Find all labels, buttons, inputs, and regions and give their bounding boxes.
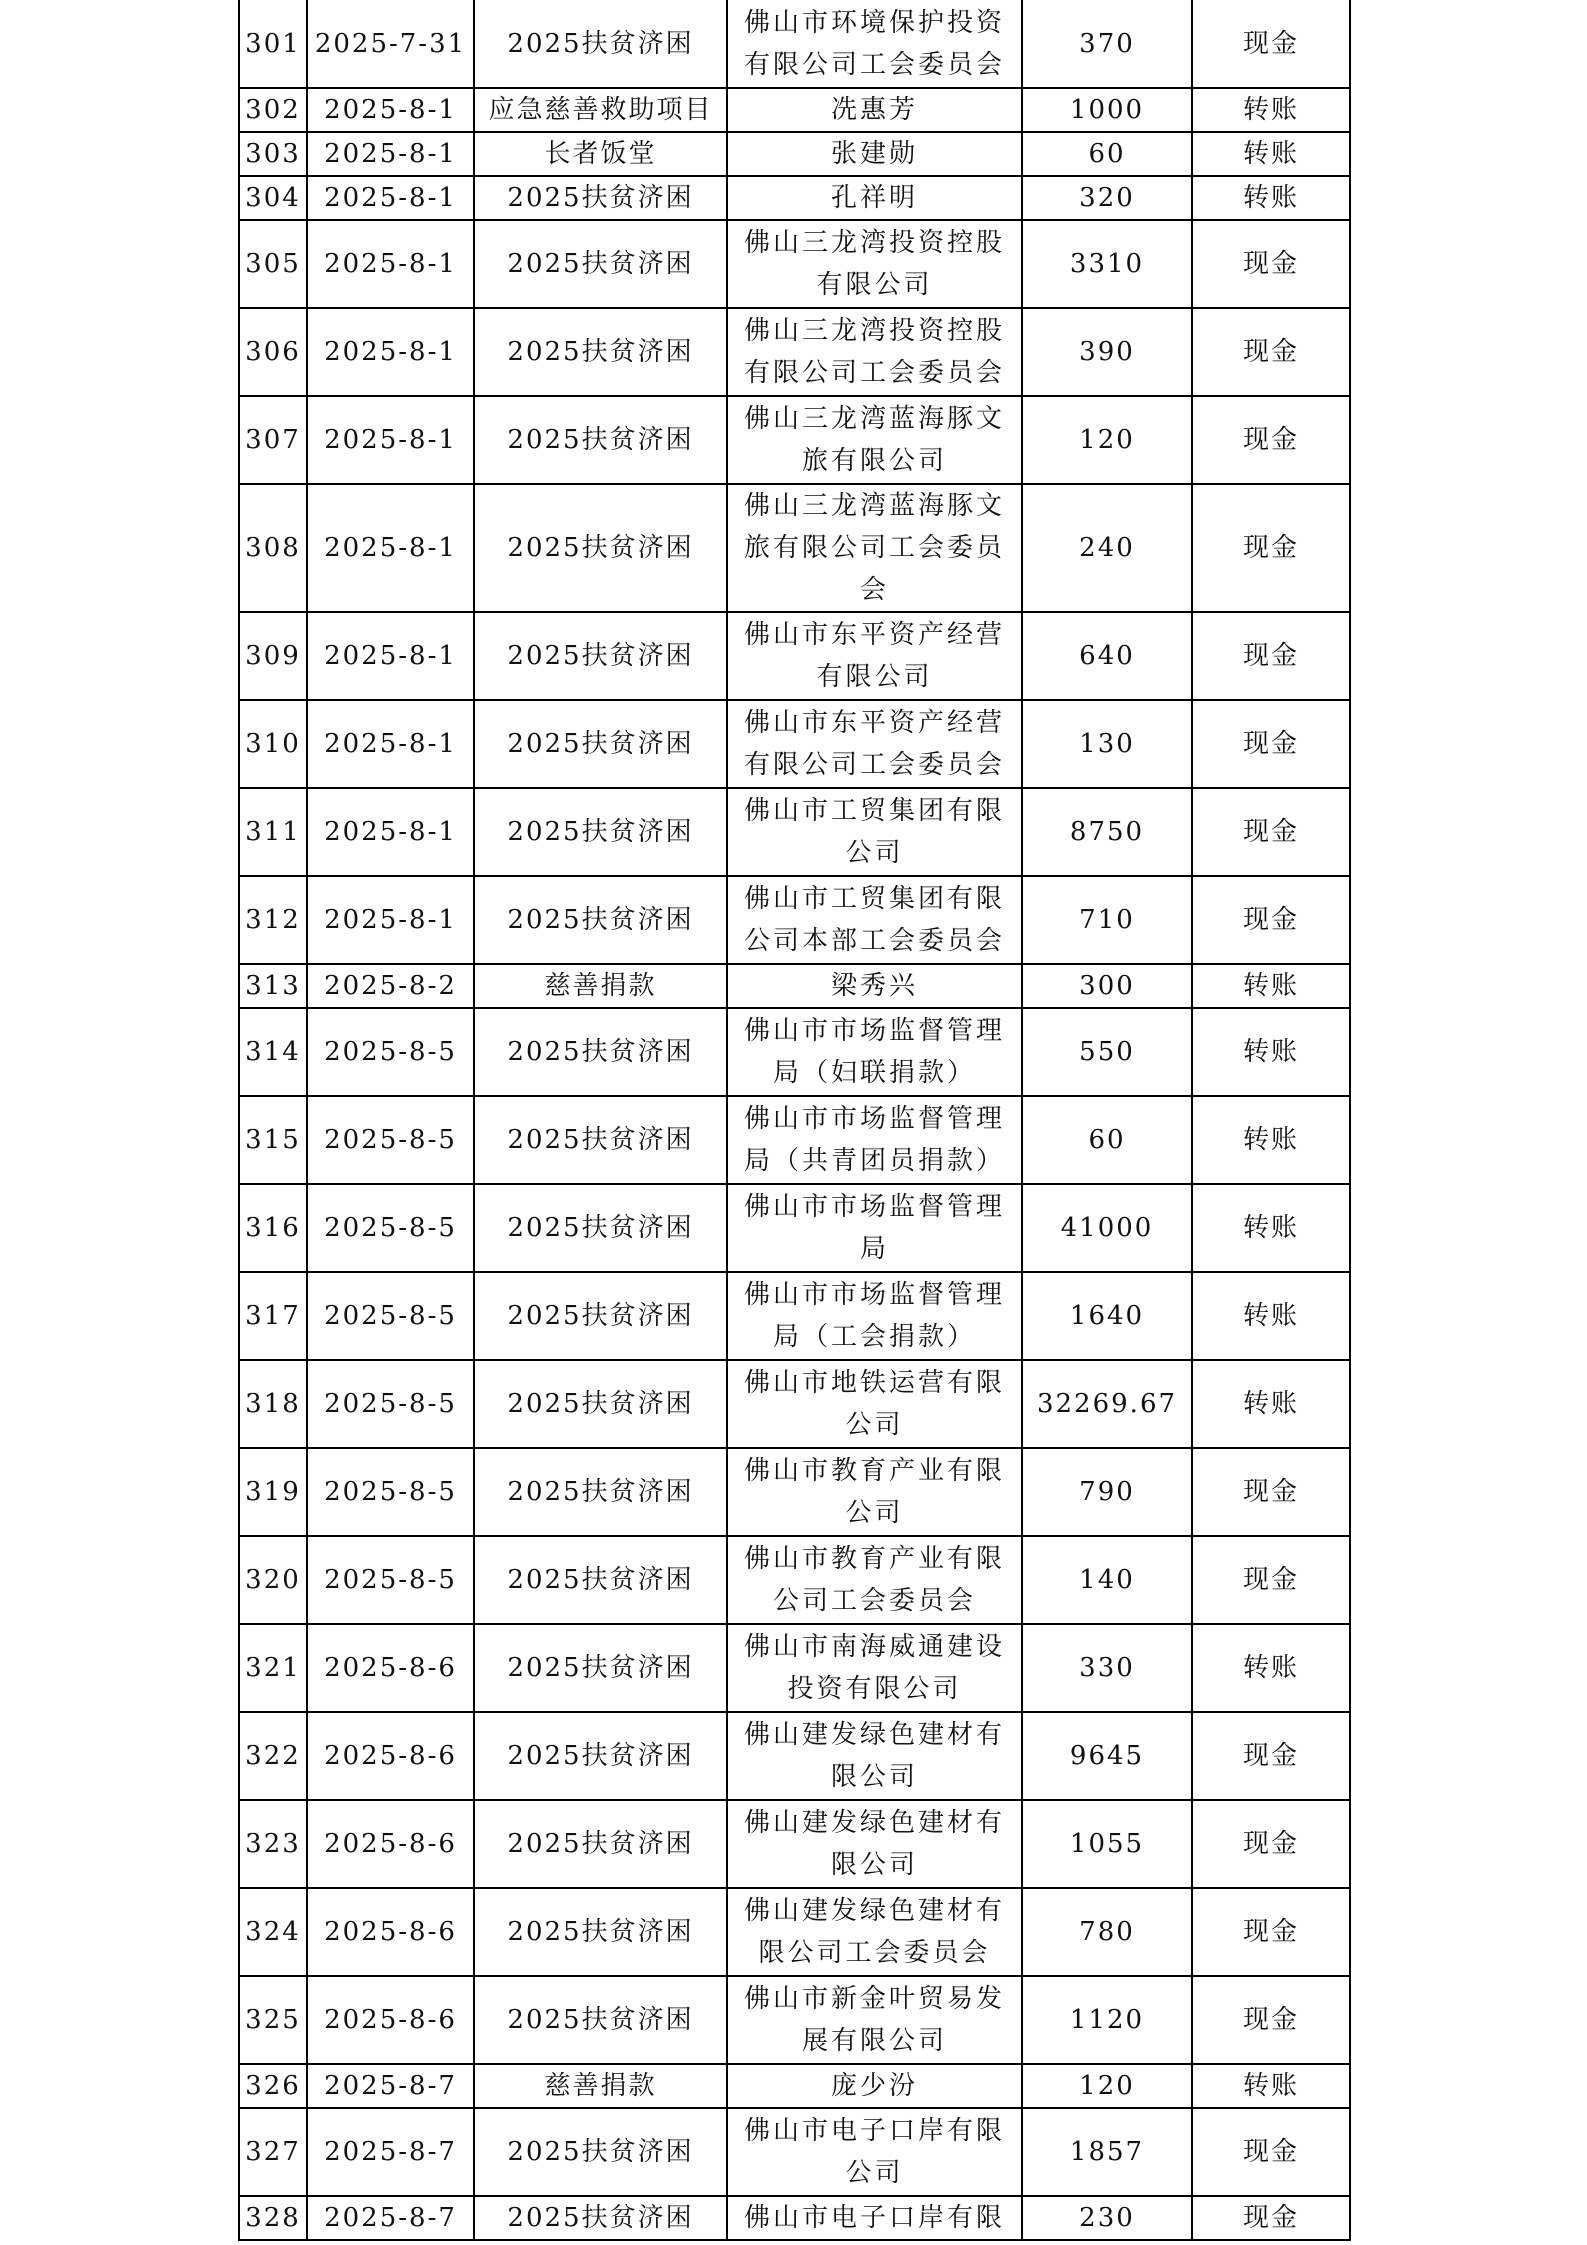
payment-method: 现金 <box>1192 1536 1350 1624</box>
donation-amount: 240 <box>1022 484 1192 612</box>
donor-name: 佛山市环境保护投资有限公司工会委员会 <box>727 0 1022 88</box>
payment-method: 现金 <box>1192 1888 1350 1976</box>
row-number: 321 <box>239 1624 307 1712</box>
donation-date: 2025-8-1 <box>307 788 474 876</box>
donation-amount: 1000 <box>1022 88 1192 132</box>
donation-table-body <box>239 0 1350 2240</box>
row-number: 324 <box>239 1888 307 1976</box>
row-number: 328 <box>239 2196 307 2240</box>
payment-method: 现金 <box>1192 788 1350 876</box>
project-name: 2025扶贫济困 <box>474 1800 727 1888</box>
row-number: 306 <box>239 308 307 396</box>
donation-amount: 9645 <box>1022 1712 1192 1800</box>
donor-name: 佛山市新金叶贸易发展有限公司 <box>727 1976 1022 2064</box>
donation-date: 2025-8-7 <box>307 2064 474 2108</box>
row-number: 325 <box>239 1976 307 2064</box>
donation-amount: 41000 <box>1022 1184 1192 1272</box>
payment-method: 转账 <box>1192 88 1350 132</box>
row-number: 314 <box>239 1008 307 1096</box>
row-number: 310 <box>239 700 307 788</box>
payment-method: 现金 <box>1192 1800 1350 1888</box>
payment-method: 现金 <box>1192 612 1350 700</box>
payment-method: 转账 <box>1192 132 1350 176</box>
payment-method: 转账 <box>1192 2064 1350 2108</box>
donation-date: 2025-8-1 <box>307 132 474 176</box>
row-number: 326 <box>239 2064 307 2108</box>
donation-date: 2025-8-1 <box>307 484 474 612</box>
donation-date: 2025-8-5 <box>307 1448 474 1536</box>
table-row <box>239 176 1350 220</box>
donation-date: 2025-8-5 <box>307 1008 474 1096</box>
payment-method: 现金 <box>1192 308 1350 396</box>
row-number: 319 <box>239 1448 307 1536</box>
project-name: 2025扶贫济困 <box>474 1448 727 1536</box>
payment-method: 现金 <box>1192 2196 1350 2240</box>
project-name: 2025扶贫济困 <box>474 700 727 788</box>
project-name: 2025扶贫济困 <box>474 1536 727 1624</box>
project-name: 2025扶贫济困 <box>474 1712 727 1800</box>
donor-name: 佛山市电子口岸有限公司 <box>727 2108 1022 2196</box>
project-name: 2025扶贫济困 <box>474 1008 727 1096</box>
donation-amount: 230 <box>1022 2196 1192 2240</box>
donor-name: 佛山市南海威通建设投资有限公司 <box>727 1624 1022 1712</box>
project-name: 2025扶贫济困 <box>474 612 727 700</box>
table-row <box>239 1712 1350 1800</box>
donation-date: 2025-8-2 <box>307 964 474 1008</box>
project-name: 2025扶贫济困 <box>474 1360 727 1448</box>
table-row <box>239 0 1350 88</box>
donation-date: 2025-8-5 <box>307 1096 474 1184</box>
donor-name: 佛山市工贸集团有限公司 <box>727 788 1022 876</box>
row-number: 311 <box>239 788 307 876</box>
donation-amount: 1055 <box>1022 1800 1192 1888</box>
payment-method: 转账 <box>1192 1096 1350 1184</box>
payment-method: 转账 <box>1192 1272 1350 1360</box>
table-row <box>239 132 1350 176</box>
table-row <box>239 1624 1350 1712</box>
donation-amount: 60 <box>1022 1096 1192 1184</box>
payment-method: 现金 <box>1192 876 1350 964</box>
donor-name: 佛山市市场监督管理局（妇联捐款） <box>727 1008 1022 1096</box>
payment-method: 现金 <box>1192 700 1350 788</box>
donation-amount: 710 <box>1022 876 1192 964</box>
table-row <box>239 1800 1350 1888</box>
donation-date: 2025-8-1 <box>307 176 474 220</box>
row-number: 317 <box>239 1272 307 1360</box>
donor-name: 孔祥明 <box>727 176 1022 220</box>
donation-amount: 1857 <box>1022 2108 1192 2196</box>
donation-amount: 370 <box>1022 0 1192 88</box>
donation-amount: 320 <box>1022 176 1192 220</box>
table-row <box>239 1008 1350 1096</box>
donation-date: 2025-8-1 <box>307 612 474 700</box>
donor-name: 佛山市市场监督管理局（工会捐款） <box>727 1272 1022 1360</box>
project-name: 慈善捐款 <box>474 964 727 1008</box>
donation-date: 2025-8-5 <box>307 1184 474 1272</box>
row-number: 307 <box>239 396 307 484</box>
donation-date: 2025-8-1 <box>307 876 474 964</box>
donation-date: 2025-8-1 <box>307 308 474 396</box>
payment-method: 现金 <box>1192 484 1350 612</box>
donation-date: 2025-8-6 <box>307 1800 474 1888</box>
table-row <box>239 2108 1350 2196</box>
donor-name: 佛山三龙湾蓝海豚文旅有限公司工会委员会 <box>727 484 1022 612</box>
row-number: 304 <box>239 176 307 220</box>
donation-date: 2025-8-6 <box>307 1624 474 1712</box>
donor-name: 佛山三龙湾投资控股有限公司 <box>727 220 1022 308</box>
donation-amount: 390 <box>1022 308 1192 396</box>
table-row <box>239 1360 1350 1448</box>
row-number: 303 <box>239 132 307 176</box>
table-row <box>239 1976 1350 2064</box>
row-number: 308 <box>239 484 307 612</box>
project-name: 2025扶贫济困 <box>474 176 727 220</box>
donation-amount: 140 <box>1022 1536 1192 1624</box>
payment-method: 现金 <box>1192 396 1350 484</box>
table-row <box>239 88 1350 132</box>
payment-method: 现金 <box>1192 220 1350 308</box>
project-name: 2025扶贫济困 <box>474 788 727 876</box>
row-number: 315 <box>239 1096 307 1184</box>
table-row <box>239 788 1350 876</box>
table-row <box>239 612 1350 700</box>
row-number: 309 <box>239 612 307 700</box>
table-row <box>239 2196 1350 2240</box>
donation-amount: 120 <box>1022 2064 1192 2108</box>
payment-method: 现金 <box>1192 1448 1350 1536</box>
payment-method: 转账 <box>1192 964 1350 1008</box>
donation-date: 2025-8-6 <box>307 1888 474 1976</box>
donor-name: 佛山市工贸集团有限公司本部工会委员会 <box>727 876 1022 964</box>
project-name: 长者饭堂 <box>474 132 727 176</box>
donation-amount: 3310 <box>1022 220 1192 308</box>
donation-amount: 60 <box>1022 132 1192 176</box>
table-row <box>239 1536 1350 1624</box>
project-name: 2025扶贫济困 <box>474 1976 727 2064</box>
row-number: 312 <box>239 876 307 964</box>
row-number: 322 <box>239 1712 307 1800</box>
table-row <box>239 1448 1350 1536</box>
project-name: 2025扶贫济困 <box>474 484 727 612</box>
table-row <box>239 484 1350 612</box>
donation-date: 2025-8-1 <box>307 396 474 484</box>
payment-method: 转账 <box>1192 1184 1350 1272</box>
row-number: 301 <box>239 0 307 88</box>
payment-method: 转账 <box>1192 1624 1350 1712</box>
donation-amount: 550 <box>1022 1008 1192 1096</box>
payment-method: 转账 <box>1192 1008 1350 1096</box>
payment-method: 现金 <box>1192 2108 1350 2196</box>
donor-name: 佛山建发绿色建材有限公司工会委员会 <box>727 1888 1022 1976</box>
donor-name: 佛山市市场监督管理局（共青团员捐款） <box>727 1096 1022 1184</box>
table-row <box>239 1272 1350 1360</box>
donation-date: 2025-8-6 <box>307 1976 474 2064</box>
table-row <box>239 308 1350 396</box>
table-row <box>239 220 1350 308</box>
donor-name: 佛山市东平资产经营有限公司 <box>727 612 1022 700</box>
payment-method: 现金 <box>1192 1976 1350 2064</box>
donor-name: 佛山市电子口岸有限 <box>727 2196 1022 2240</box>
donor-name: 佛山市地铁运营有限公司 <box>727 1360 1022 1448</box>
project-name: 2025扶贫济困 <box>474 0 727 88</box>
donor-name: 佛山市教育产业有限公司 <box>727 1448 1022 1536</box>
row-number: 302 <box>239 88 307 132</box>
donor-name: 佛山建发绿色建材有限公司 <box>727 1712 1022 1800</box>
payment-method: 转账 <box>1192 1360 1350 1448</box>
donation-amount: 780 <box>1022 1888 1192 1976</box>
row-number: 327 <box>239 2108 307 2196</box>
project-name: 2025扶贫济困 <box>474 308 727 396</box>
project-name: 2025扶贫济困 <box>474 1624 727 1712</box>
donation-amount: 32269.67 <box>1022 1360 1192 1448</box>
table-row <box>239 1888 1350 1976</box>
donation-date: 2025-8-1 <box>307 88 474 132</box>
donation-amount: 1120 <box>1022 1976 1192 2064</box>
table-row <box>239 1096 1350 1184</box>
donor-name: 佛山市市场监督管理局 <box>727 1184 1022 1272</box>
donation-date: 2025-7-31 <box>307 0 474 88</box>
project-name: 2025扶贫济困 <box>474 396 727 484</box>
donation-date: 2025-8-5 <box>307 1360 474 1448</box>
donor-name: 佛山三龙湾投资控股有限公司工会委员会 <box>727 308 1022 396</box>
project-name: 2025扶贫济困 <box>474 876 727 964</box>
row-number: 318 <box>239 1360 307 1448</box>
project-name: 应急慈善救助项目 <box>474 88 727 132</box>
donor-name: 佛山建发绿色建材有限公司 <box>727 1800 1022 1888</box>
table-row <box>239 964 1350 1008</box>
donation-amount: 330 <box>1022 1624 1192 1712</box>
donation-date: 2025-8-6 <box>307 1712 474 1800</box>
table-row <box>239 396 1350 484</box>
table-row <box>239 1184 1350 1272</box>
donor-name: 庞少汾 <box>727 2064 1022 2108</box>
row-number: 323 <box>239 1800 307 1888</box>
donation-date: 2025-8-1 <box>307 220 474 308</box>
project-name: 慈善捐款 <box>474 2064 727 2108</box>
table-row <box>239 2064 1350 2108</box>
donation-amount: 790 <box>1022 1448 1192 1536</box>
donation-date: 2025-8-7 <box>307 2196 474 2240</box>
donation-date: 2025-8-1 <box>307 700 474 788</box>
project-name: 2025扶贫济困 <box>474 220 727 308</box>
donation-amount: 300 <box>1022 964 1192 1008</box>
project-name: 2025扶贫济困 <box>474 1096 727 1184</box>
project-name: 2025扶贫济困 <box>474 2108 727 2196</box>
donor-name: 佛山三龙湾蓝海豚文旅有限公司 <box>727 396 1022 484</box>
table-row <box>239 700 1350 788</box>
donation-amount: 640 <box>1022 612 1192 700</box>
donation-table <box>238 0 1351 2241</box>
donor-name: 冼惠芳 <box>727 88 1022 132</box>
donation-amount: 120 <box>1022 396 1192 484</box>
project-name: 2025扶贫济困 <box>474 2196 727 2240</box>
donor-name: 佛山市东平资产经营有限公司工会委员会 <box>727 700 1022 788</box>
donation-amount: 130 <box>1022 700 1192 788</box>
project-name: 2025扶贫济困 <box>474 1272 727 1360</box>
project-name: 2025扶贫济困 <box>474 1184 727 1272</box>
donor-name: 梁秀兴 <box>727 964 1022 1008</box>
row-number: 313 <box>239 964 307 1008</box>
donation-date: 2025-8-5 <box>307 1536 474 1624</box>
donor-name: 张建勋 <box>727 132 1022 176</box>
table-row <box>239 876 1350 964</box>
donor-name: 佛山市教育产业有限公司工会委员会 <box>727 1536 1022 1624</box>
donation-amount: 8750 <box>1022 788 1192 876</box>
row-number: 305 <box>239 220 307 308</box>
donation-amount: 1640 <box>1022 1272 1192 1360</box>
donation-date: 2025-8-5 <box>307 1272 474 1360</box>
row-number: 320 <box>239 1536 307 1624</box>
payment-method: 现金 <box>1192 1712 1350 1800</box>
payment-method: 转账 <box>1192 176 1350 220</box>
payment-method: 现金 <box>1192 0 1350 88</box>
donation-date: 2025-8-7 <box>307 2108 474 2196</box>
project-name: 2025扶贫济困 <box>474 1888 727 1976</box>
row-number: 316 <box>239 1184 307 1272</box>
